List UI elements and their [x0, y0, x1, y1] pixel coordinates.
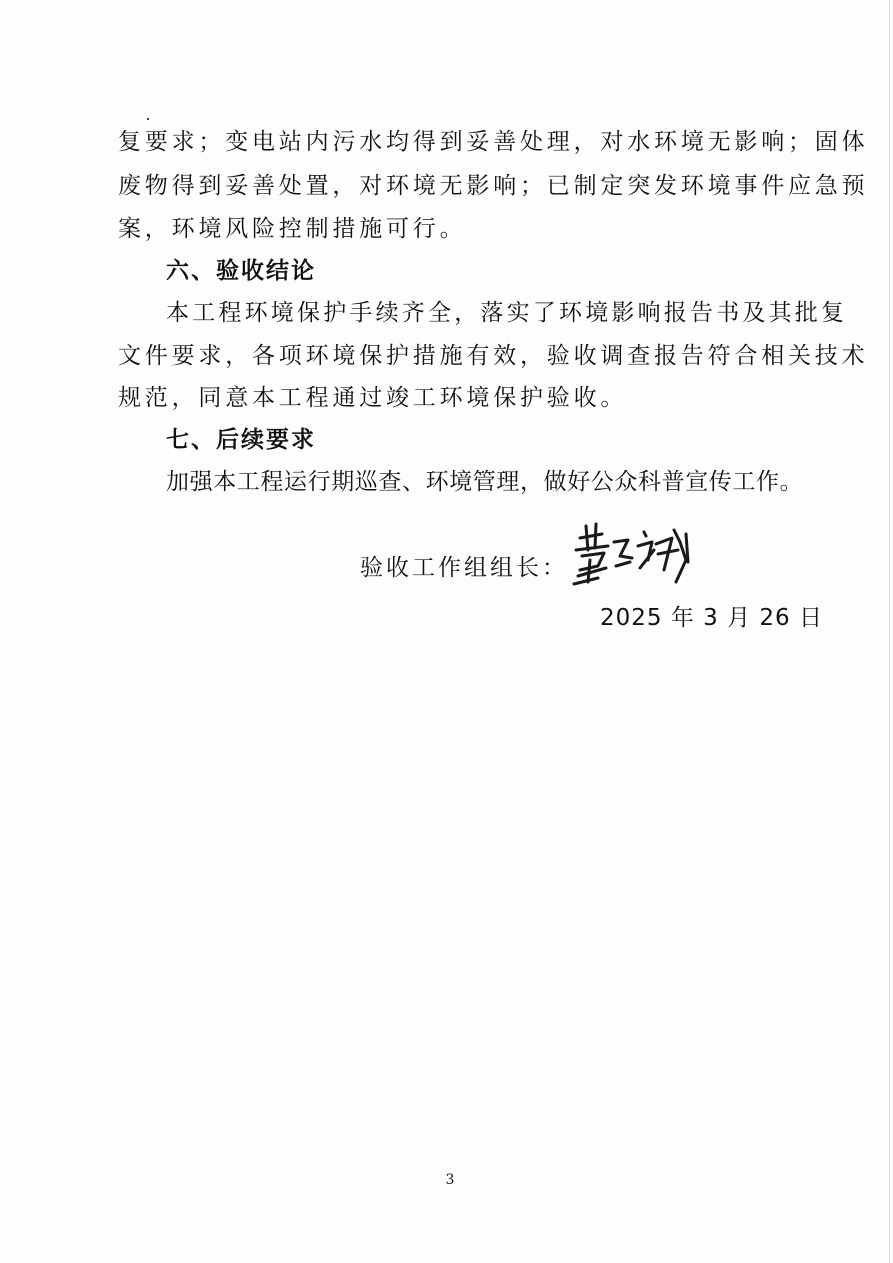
paragraph-line: 规范，同意本工程通过竣工环境保护验收。	[118, 385, 628, 411]
signature-label: 验收工作组组长：	[360, 555, 568, 581]
handwritten-signature	[568, 520, 698, 590]
signature-date: 2025 年 3 月 26 日	[600, 605, 823, 631]
page-edge-line	[889, 0, 890, 1263]
paragraph-line: 案，环境风险控制措施可行。	[118, 216, 467, 242]
section-heading-acceptance-conclusion: 六、验收结论	[166, 258, 316, 284]
scan-speck	[147, 118, 149, 120]
paragraph-line: 废物得到妥善处置，对环境无影响；已制定突发环境事件应急预	[118, 173, 869, 199]
paragraph-line: 文件要求，各项环境保护措施有效，验收调查报告符合相关技术	[118, 343, 869, 369]
page-number: 3	[445, 1172, 455, 1188]
paragraph-line: 本工程环境保护手续齐全，落实了环境影响报告书及其批复	[166, 300, 848, 326]
section-heading-follow-up-requirements: 七、后续要求	[166, 427, 316, 453]
paragraph-line: 加强本工程运行期巡查、环境管理，做好公众科普宣传工作。	[166, 469, 804, 495]
paragraph-line: 复要求；变电站内污水均得到妥善处理，对水环境无影响；固体	[118, 129, 869, 155]
